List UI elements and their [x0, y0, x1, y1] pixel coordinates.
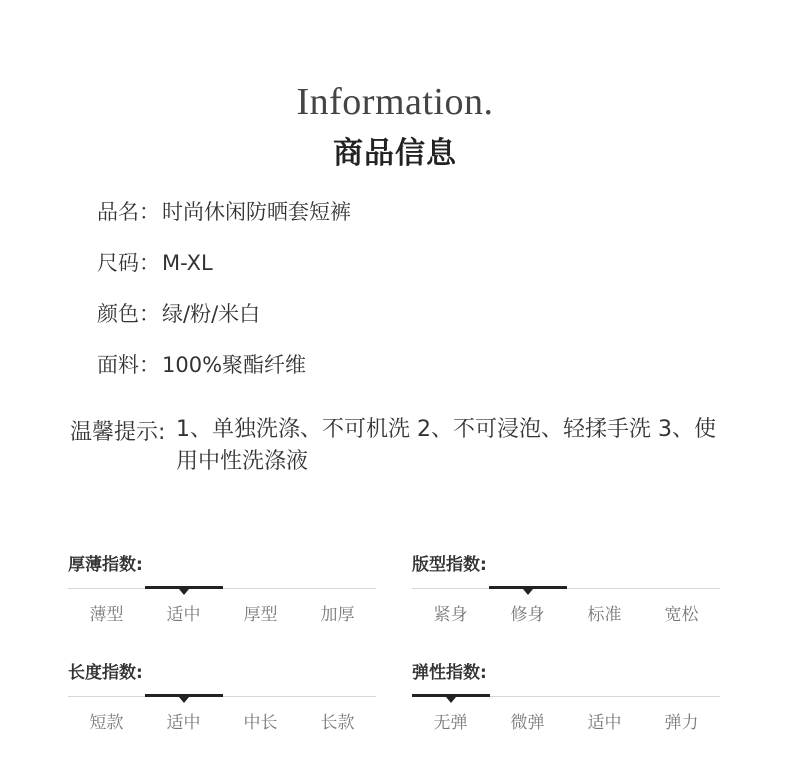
info-row-size — [97, 247, 213, 277]
info-label: 面料： — [97, 353, 160, 377]
info-label: 颜色： — [97, 302, 160, 326]
scale-option: 加厚 — [320, 605, 355, 625]
scale-option: 标准 — [587, 605, 622, 625]
info-value: M-XL — [162, 251, 213, 275]
info-value: 时尚休闲防晒套短裤 — [162, 200, 351, 224]
scale-option: 适中 — [166, 605, 201, 625]
scale-option: 适中 — [166, 713, 201, 733]
scale-option: 薄型 — [89, 605, 124, 625]
scale-indicator — [145, 586, 223, 589]
scale-title: 版型指数: — [412, 555, 487, 575]
scale-option: 中长 — [243, 713, 278, 733]
scale-option: 长款 — [320, 713, 355, 733]
care-tip-text: 1、单独洗涤、不可机洗 2、不可浸泡、轻揉手洗 3、使用中性洗涤液 — [176, 417, 716, 474]
scale-indicator — [412, 694, 490, 697]
scale-option: 宽松 — [664, 605, 699, 625]
info-row-color — [97, 298, 260, 328]
scale-title: 弹性指数: — [412, 663, 487, 683]
scale-option: 短款 — [89, 713, 124, 733]
scale-option: 无弹 — [433, 713, 468, 733]
info-row-fabric — [97, 349, 306, 379]
scale-option: 修身 — [510, 605, 545, 625]
scale-option: 厚型 — [243, 605, 278, 625]
scale-indicator — [489, 586, 567, 589]
info-value: 100%聚酯纤维 — [162, 353, 307, 377]
info-value: 绿/粉/米白 — [162, 302, 261, 326]
info-label: 品名： — [97, 200, 160, 224]
scale-option: 弹力 — [664, 713, 699, 733]
care-tip-label: 温馨提示: — [70, 420, 166, 445]
title-chinese: 商品信息 — [333, 136, 457, 171]
scale-title: 长度指数: — [68, 663, 143, 683]
scale-indicator — [145, 694, 223, 697]
info-row-name — [97, 196, 351, 226]
scale-option: 适中 — [587, 713, 622, 733]
scale-title: 厚薄指数: — [68, 555, 143, 575]
scale-option: 微弹 — [510, 713, 545, 733]
scale-option: 紧身 — [433, 605, 468, 625]
title-english: Information. — [296, 81, 494, 123]
info-label: 尺码： — [97, 251, 160, 275]
